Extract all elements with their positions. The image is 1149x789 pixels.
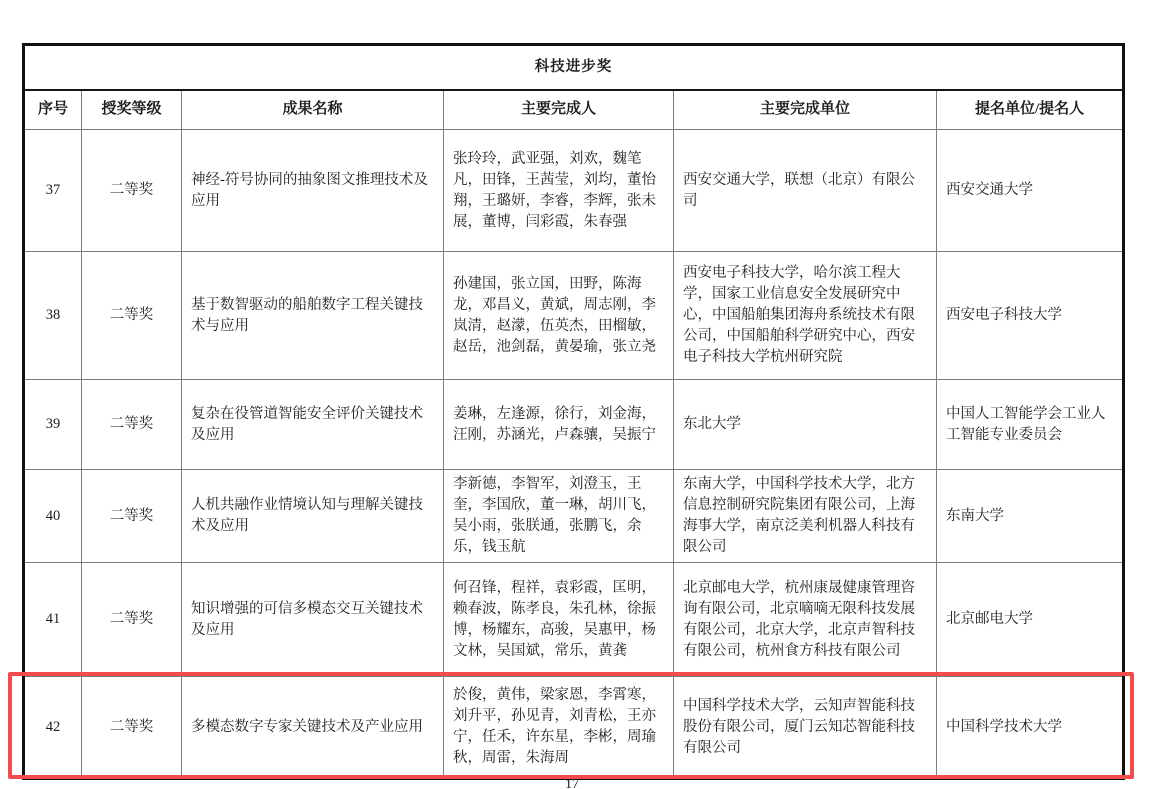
- table-header-row: [24, 90, 1124, 130]
- row-achievement-name: 神经-符号协同的抽象图文推理技术及应用: [182, 130, 444, 252]
- row-level: 二等奖: [82, 563, 182, 677]
- row-contributors: 孙建国，张立国，田野，陈海龙，邓昌义，黄斌，周志刚，李岚清，赵濛，伍英杰，田榴敏，赵岳，池剑磊，黄晏瑜，张立尧: [444, 252, 674, 380]
- row-level: 二等奖: [82, 252, 182, 380]
- row-units: 东北大学: [674, 380, 937, 470]
- row-units: 西安交通大学，联想（北京）有限公司: [674, 130, 937, 252]
- row-contributors: 於俊，黄伟，梁家恩，李霄寒，刘升平，孙见青，刘青松，王亦宁，任禾，许东星，李彬，周瑜秋，周雷，朱海周: [444, 677, 674, 779]
- row-achievement-name: 人机共融作业情境认知与理解关键技术及应用: [182, 470, 444, 563]
- row-level: 二等奖: [82, 677, 182, 779]
- row-contributors: 何召锋，程祥，袁彩霞，匡明，赖春波，陈孝良，朱孔林，徐振博，杨耀东，高骏，吴惠甲，杨文林，吴国斌，常乐，黄龚: [444, 563, 674, 677]
- row-achievement-name: 多模态数字专家关键技术及产业应用: [182, 677, 444, 779]
- table-title: 科技进步奖: [24, 45, 1124, 90]
- table-row-highlighted: [24, 677, 1124, 779]
- row-achievement-name: 复杂在役管道智能安全评价关键技术及应用: [182, 380, 444, 470]
- row-units: 东南大学，中国科学技术大学，北方信息控制研究院集团有限公司，上海海事大学，南京泛美利机器人科技有限公司: [674, 470, 937, 563]
- column-header-no: 序号: [24, 90, 82, 130]
- table-row: [24, 380, 1124, 470]
- row-no: 42: [24, 677, 82, 779]
- column-header-nominator: 提名单位/提名人: [937, 90, 1124, 130]
- row-no: 40: [24, 470, 82, 563]
- column-header-level: 授奖等级: [82, 90, 182, 130]
- row-nominator: 东南大学: [937, 470, 1124, 563]
- row-no: 41: [24, 563, 82, 677]
- row-units: 西安电子科技大学，哈尔滨工程大学，国家工业信息安全发展研究中心，中国船舶集团海舟系统技术有限公司，中国船舶科学研究中心，西安电子科技大学杭州研究院: [674, 252, 937, 380]
- table-row: [24, 252, 1124, 380]
- row-level: 二等奖: [82, 380, 182, 470]
- row-no: 38: [24, 252, 82, 380]
- table-row: [24, 130, 1124, 252]
- row-nominator: 中国科学技术大学: [937, 677, 1124, 779]
- award-table: [22, 43, 1125, 780]
- row-level: 二等奖: [82, 470, 182, 563]
- row-contributors: 张玲玲，武亚强，刘欢，魏笔凡，田锋，王茜莹，刘均，董怡翔，王璐妍，李睿，李辉，张未展，董博，闫彩霞，朱春强: [444, 130, 674, 252]
- column-header-contributors: 主要完成人: [444, 90, 674, 130]
- row-level: 二等奖: [82, 130, 182, 252]
- table-row: [24, 470, 1124, 563]
- row-units: 中国科学技术大学，云知声智能科技股份有限公司，厦门云知芯智能科技有限公司: [674, 677, 937, 779]
- column-header-units: 主要完成单位: [674, 90, 937, 130]
- row-achievement-name: 基于数智驱动的船舶数字工程关键技术与应用: [182, 252, 444, 380]
- page-number: 17: [565, 777, 579, 789]
- row-nominator: 北京邮电大学: [937, 563, 1124, 677]
- column-header-name: 成果名称: [182, 90, 444, 130]
- row-no: 37: [24, 130, 82, 252]
- row-no: 39: [24, 380, 82, 470]
- row-nominator: 中国人工智能学会工业人工智能专业委员会: [937, 380, 1124, 470]
- row-achievement-name: 知识增强的可信多模态交互关键技术及应用: [182, 563, 444, 677]
- row-units: 北京邮电大学，杭州康晟健康管理咨询有限公司，北京嘀嘀无限科技发展有限公司，北京大学，北京声智科技有限公司，杭州食方科技有限公司: [674, 563, 937, 677]
- row-nominator: 西安交通大学: [937, 130, 1124, 252]
- row-contributors: 李新德，李智军，刘澄玉，王奎，李国欣，董一琳，胡川飞，吴小雨，张朕通，张鹏飞，余乐，钱玉航: [444, 470, 674, 563]
- row-nominator: 西安电子科技大学: [937, 252, 1124, 380]
- table-title-row: [24, 45, 1124, 90]
- row-contributors: 姜琳，左逢源，徐行，刘金海，汪刚，苏涵光，卢森骧，吴振宁: [444, 380, 674, 470]
- table-row: [24, 563, 1124, 677]
